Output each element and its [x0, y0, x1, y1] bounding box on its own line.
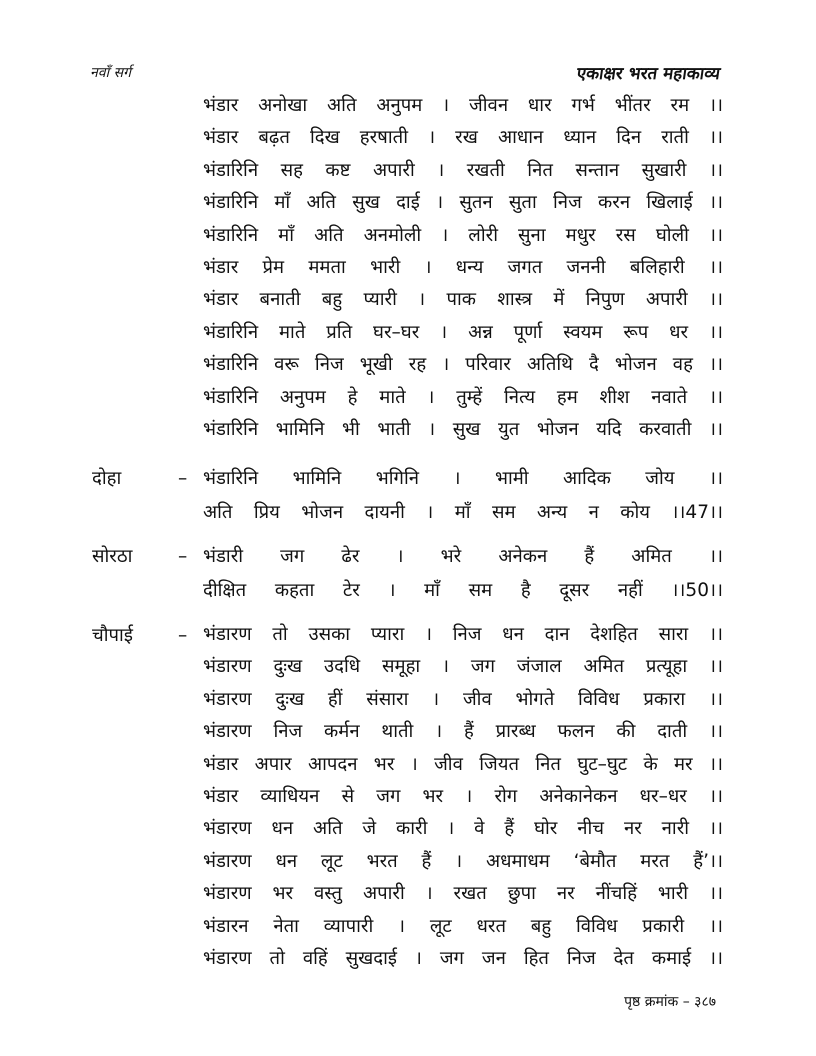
chaupai-dash: –	[178, 625, 188, 646]
doha-line: भंडारिनि भामिनि भगिनि । भामी आदिक जोय ।।	[203, 468, 723, 489]
verse-line: भंडारिनि भामिनि भी भाती । सुख युत भोजन यदि करवाती ।।	[203, 418, 723, 440]
verse-line: भंडारिनि माँ अति अनमोली । लोरी सुना मधुर रस घोली ।।	[203, 224, 723, 246]
verse-line: भंडार बनाती बहु प्यारी । पाक शास्त्र में निपुण अपारी ।।	[203, 289, 723, 311]
soratha-line: भंडारी जग ढेर । भरे अनेकन हैं अमित ।।	[203, 546, 723, 567]
doha-dash: –	[178, 468, 188, 489]
chaupai-line: भंडार अपार आपदन भर । जीव जियत नित घुट–घुट के मर ।।	[203, 753, 723, 775]
canto-label: नवाँ सर्ग	[90, 65, 131, 81]
verse-line: भंडार अनोखा अति अनुपम । जीवन धार गर्भ भींतर रम ।।	[203, 95, 723, 116]
soratha-label: सोरठा	[92, 546, 133, 567]
book-title: एकाक्षर भरत महाकाव्य	[575, 64, 722, 84]
soratha-line: दीक्षित कहता टेर । माँ सम है दूसर नहीं ।।50।।	[203, 580, 723, 601]
page-number: पृष्ठ क्रमांक – ३८७	[624, 994, 716, 1010]
soratha-dash: –	[178, 546, 188, 567]
verse-line: भंडार बढ़त दिख हरषाती । रख आधान ध्यान दिन राती ।।	[203, 127, 723, 149]
chaupai-line: भंडारण भर वस्तु अपारी । रखत छुपा नर नींचहिं भारी ।।	[203, 883, 723, 905]
verse-line: भंडारिनि अनुपम हे माते । तुम्हें नित्य हम शीश नवाते ।।	[203, 386, 723, 408]
chaupai-line: भंडारण तो वहिं सुखदाई । जग जन हित निज देत कमाई ।।	[203, 947, 723, 969]
verse-block-top	[203, 90, 723, 446]
chaupai-line: भंडारण तो उसका प्यारा । निज धन दान देशहित सारा ।।	[203, 624, 723, 645]
chaupai-line: भंडारण धन अति जे कारी । वे हैं घोर नीच नर नारी ।।	[203, 818, 723, 840]
chaupai-line: भंडारन नेता व्यापारी । लूट धरत बहु विविध प्रकारी ।।	[203, 915, 723, 937]
verse-line: भंडारिनि माते प्रति घर–घर । अन्न पूर्णा स्वयम रूप धर ।।	[203, 321, 723, 343]
chaupai-label: चौपाई	[92, 625, 133, 646]
doha-label: दोहा	[92, 468, 122, 489]
chaupai-line: भंडारण निज कर्मन थाती । हैं प्रारब्ध फलन की दाती ।।	[203, 721, 723, 743]
verse-line: भंडारिनि सह कष्ट अपारी । रखती नित सन्तान सुखारी ।।	[203, 159, 723, 181]
chaupai-line: भंडारण दुःख उदधि समूहा । जग जंजाल अमित प्रत्यूहा ।।	[203, 656, 723, 678]
chaupai-line: भंडारण दुःख हीं संसारा । जीव भोगते विविध प्रकारा ।।	[203, 688, 723, 710]
verse-line: भंडारिनि वरू निज भूखी रह । परिवार अतिथि दै भोजन वह ।।	[203, 354, 723, 376]
doha-line: अति प्रिय भोजन दायनी । माँ सम अन्य न कोय ।।47।।	[203, 502, 723, 523]
chaupai-line: भंडारण धन लूट भरत हैं । अधमाधम ‘बेमौत मरत हैं’।।	[203, 850, 723, 872]
verse-line: भंडार प्रेम ममता भारी । धन्य जगत जननी बलिहारी ।।	[203, 256, 723, 278]
chaupai-line: भंडार व्याधियन से जग भर । रोग अनेकानेकन धर–धर ।।	[203, 785, 723, 807]
verse-line: भंडारिनि माँ अति सुख दाई । सुतन सुता निज करन खिलाई ।।	[203, 192, 723, 214]
